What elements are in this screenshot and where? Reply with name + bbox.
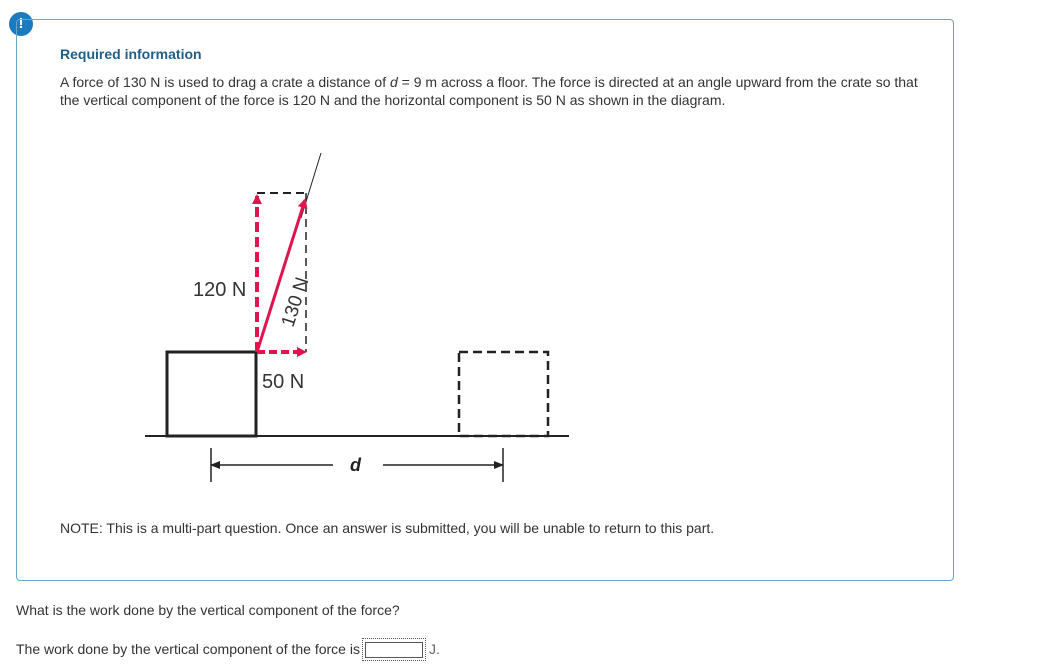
resultant-force-label: 130 N [277, 274, 314, 330]
question-prompt: What is the work done by the vertical component of the force? [16, 602, 400, 618]
alert-icon: ! [9, 12, 33, 36]
panel-title: Required information [60, 46, 202, 62]
crate-start [167, 352, 256, 436]
multi-part-note: NOTE: This is a multi-part question. Once an answer is submitted, you will be unable to return to this part. [60, 520, 715, 536]
answer-prefix: The work done by the vertical component of the force is [16, 641, 360, 658]
force-diagram [145, 148, 605, 508]
work-answer-input[interactable] [365, 642, 423, 658]
answer-row [16, 638, 440, 661]
vertical-force-label: 120 N [193, 279, 247, 301]
problem-statement [60, 73, 920, 109]
force-extension-line [301, 153, 321, 218]
problem-text-start: A force of 130 N is used to drag a crate a distance of [60, 74, 390, 90]
answer-unit: J. [428, 641, 440, 658]
answer-field-wrapper [362, 638, 426, 661]
distance-symbol: d [389, 74, 398, 90]
problem-text-end: = 9 m across a floor. The force is directed at an angle upward from the crate so that the vertical component of the force is 120 N and the horizontal component is 50 N as shown in the diagram. [60, 74, 918, 108]
distance-label: d [350, 455, 361, 475]
required-information-panel [16, 19, 954, 581]
horizontal-force-label: 50 N [262, 371, 305, 393]
crate-end-dashed [459, 352, 548, 436]
